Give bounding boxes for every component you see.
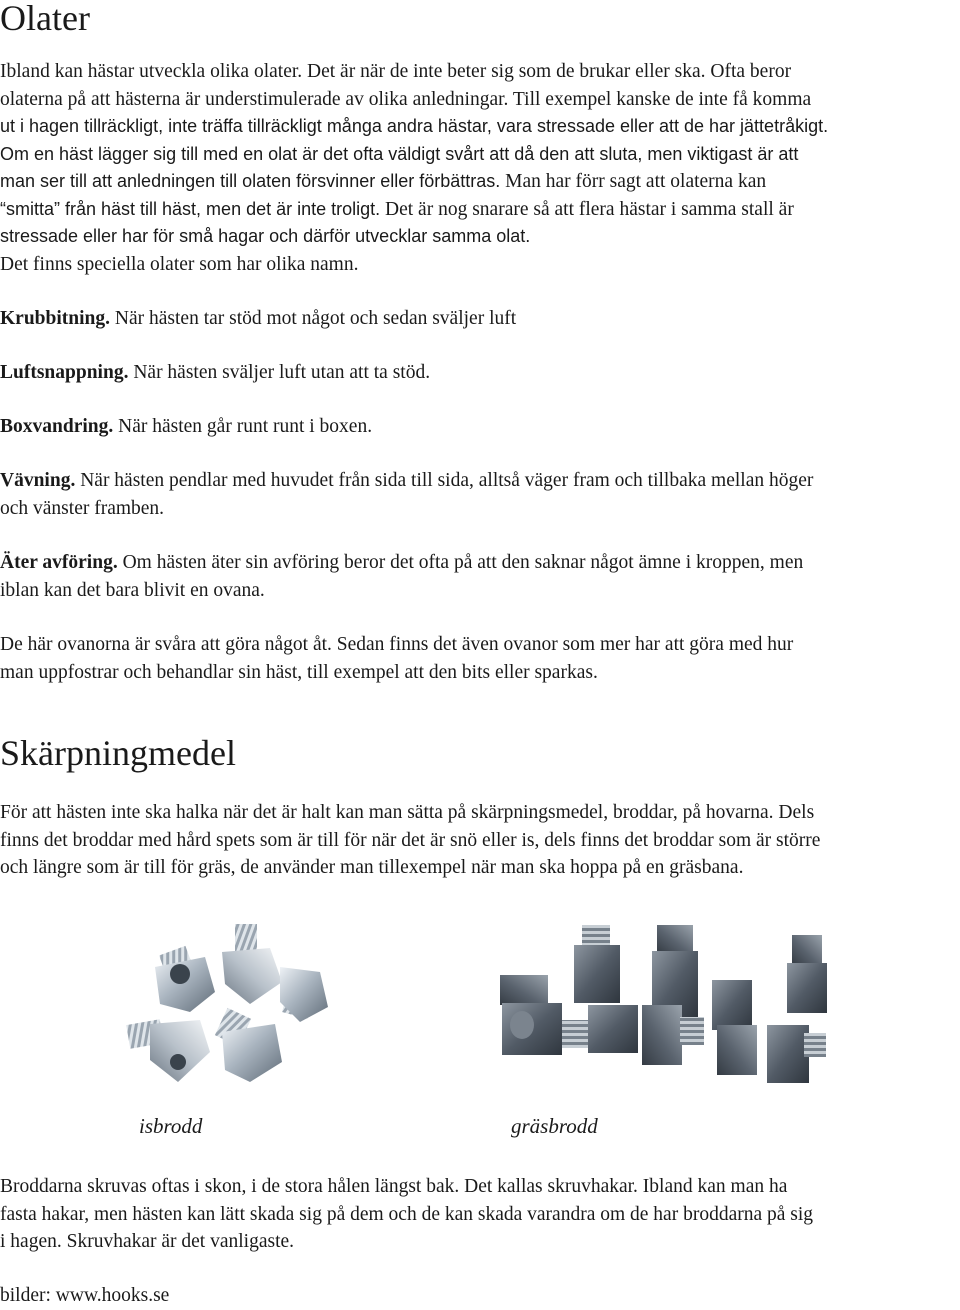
isbrodd-stud-icon xyxy=(222,924,282,1004)
olat-definition: När hästen pendlar med huvudet från sida till sida, alltså väger fram och tillbaka mellan höger xyxy=(75,470,814,491)
olat-term: Boxvandring. xyxy=(0,416,114,437)
grasbrodd-stud-icon xyxy=(500,975,562,1055)
grasbrodd-stud-icon xyxy=(712,980,757,1075)
grasbrodd-stud-icon xyxy=(652,925,698,1017)
text-span: Det är nog snarare så att flera hästar i samma stall är xyxy=(380,198,794,220)
isbrodd-stud-icon xyxy=(155,946,215,1012)
text-line xyxy=(0,305,960,333)
olat-term: Krubbitning. xyxy=(0,308,111,329)
olat-definition: Om hästen äter sin avföring beror det ofta på att den saknar något ämne i kroppen, men xyxy=(117,552,804,573)
text-line: olaterna på att hästerna är understimulerade av olika anledningar. Till exempel kanske de inte få komma xyxy=(0,88,812,110)
text-line: iblan kan det bara blivit en ovana. xyxy=(0,579,265,601)
skarpning-intro-paragraph xyxy=(0,799,960,882)
olat-term: Vävning. xyxy=(0,470,76,491)
text-line: Om en häst lägger sig till med en olat är det ofta väldigt svårt att då den att sluta, men viktigast är att xyxy=(0,143,799,164)
isbrodd-caption: isbrodd xyxy=(139,1114,203,1138)
text-line: ut i hagen tillräckligt, inte träffa tillräckligt många andra hästar, vara stressade eller att de har jättetråkigt. xyxy=(0,116,829,136)
grasbrodd-stud-icon xyxy=(574,925,620,1003)
olat-item-boxvandring xyxy=(0,413,960,441)
olat-definition: När hästen sväljer luft utan att ta stöd. xyxy=(128,362,431,383)
olat-term: Luftsnappning. xyxy=(0,362,129,383)
section-title-skarpningmedel: Skärpningmedel xyxy=(0,733,236,773)
grasbrodd-caption: gräsbrodd xyxy=(511,1114,598,1138)
text-line xyxy=(0,359,960,387)
text-line: Ibland kan hästar utveckla olika olater. Det är när de inte beter sig som de brukar eller ska. Ofta beror xyxy=(0,61,792,82)
olat-term: Äter avföring. xyxy=(0,552,118,573)
text-line: i hagen. Skruvhakar är det vanligaste. xyxy=(0,1231,295,1252)
olat-definition: När hästen tar stöd mot något och sedan sväljer luft xyxy=(110,308,517,329)
text-line: För att hästen inte ska halka när det är halt kan man sätta på skärpningsmedel, broddar, på hovarna. Dels xyxy=(0,802,815,823)
olat-definition: När hästen går runt runt i boxen. xyxy=(113,416,373,437)
text-line: stressade eller har för små hagar och därför utvecklar samma olat. xyxy=(0,226,531,246)
text-line: Det finns speciella olater som har olika namn. xyxy=(0,253,359,275)
text-line xyxy=(0,168,960,196)
image-credit: bilder: www.hooks.se xyxy=(0,1285,170,1306)
text-line: och vänster framben. xyxy=(0,497,165,519)
isbrodd-photo xyxy=(110,912,360,1102)
isbrodd-stud-icon xyxy=(280,967,328,1022)
text-line xyxy=(0,196,960,224)
text-line: och längre som är till för gräs, de använder man tillexempel när man ska hoppa på en gräsbana. xyxy=(0,857,744,878)
text-line xyxy=(0,467,960,495)
isbrodd-stud-icon xyxy=(215,1008,282,1082)
skarpning-outro-paragraph xyxy=(0,1173,960,1256)
olat-item-vavning xyxy=(0,467,960,522)
olat-item-ater-avforing xyxy=(0,549,960,604)
grasbrodd-stud-icon xyxy=(562,1005,638,1053)
text-line: finns det broddar med hård spets som är till för när det är snö eller is, dels finns det broddar som är större xyxy=(0,829,821,851)
section-title-olater: Olater xyxy=(0,0,90,38)
text-span: Man har förr sagt att olaterna kan xyxy=(500,171,767,192)
olater-closing-paragraph xyxy=(0,631,960,686)
text-line: De här ovanorna är svåra att göra något åt. Sedan finns det även ovanor som mer har att göra med hur xyxy=(0,634,794,655)
text-line xyxy=(0,413,960,441)
text-line: fasta hakar, men hästen kan lätt skada sig på dem och de kan skada varandra om de har broddarna på sig xyxy=(0,1203,814,1225)
olater-intro-paragraph xyxy=(0,58,960,278)
grasbrodd-stud-icon xyxy=(787,935,827,1013)
olat-item-luftsnappning xyxy=(0,359,960,387)
text-line: man uppfostrar och behandlar sin häst, till exempel att den bits eller sparkas. xyxy=(0,661,598,683)
text-span: “smitta” från häst till häst, men det är inte troligt. xyxy=(0,198,381,219)
text-line: Broddarna skruvas oftas i skon, i de stora hålen längst bak. Det kallas skruvhakar. Ibland kan man ha xyxy=(0,1176,788,1197)
grasbrodd-stud-icon xyxy=(767,1025,826,1083)
text-line xyxy=(0,549,960,577)
isbrodd-stud-icon xyxy=(126,1019,210,1082)
olat-item-krubbitning xyxy=(0,305,960,333)
text-span: man ser till att anledningen till olaten försvinner eller förbättras. xyxy=(0,171,501,191)
grasbrodd-photo xyxy=(492,925,862,1105)
